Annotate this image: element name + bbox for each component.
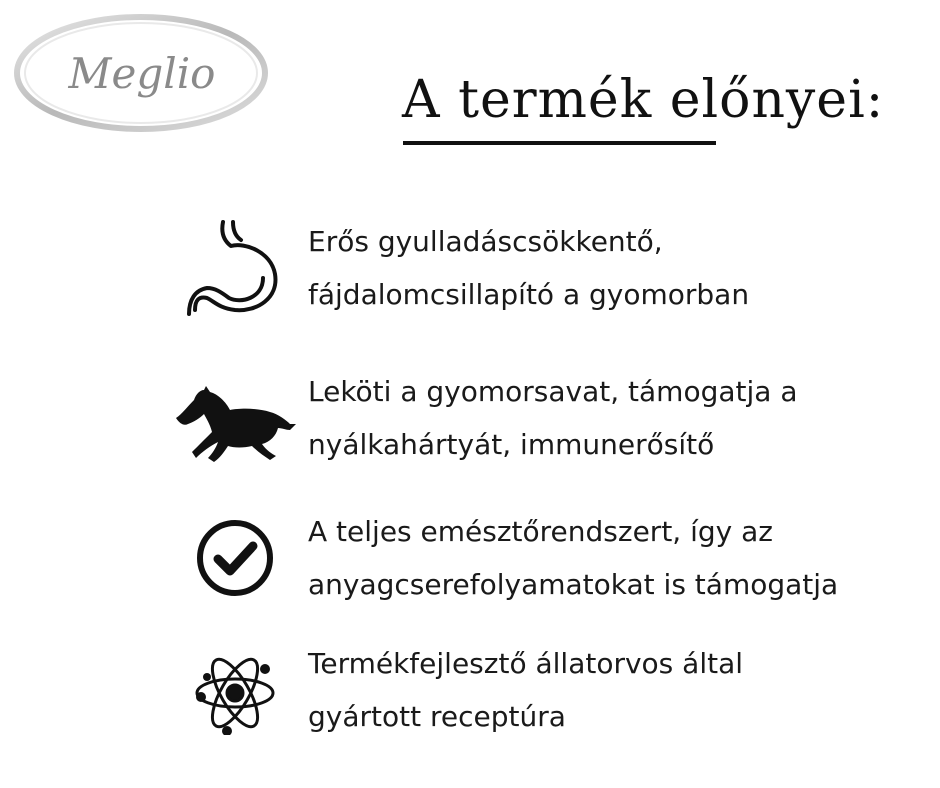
feature-line-2: nyálkahártyát, immunerősítő — [308, 428, 715, 461]
page-title: A termék előnyei: — [402, 70, 885, 130]
title-underline — [403, 141, 716, 145]
feature-line-1: Leköti a gyomorsavat, támogatja a — [308, 375, 798, 408]
feature-line-1: A teljes emésztőrendszert, így az — [308, 515, 773, 548]
feature-line-2: fájdalomcsillapító a gyomorban — [308, 278, 750, 311]
feature-line-1: Termékfejlesztő állatorvos által — [308, 647, 744, 680]
stomach-icon — [185, 218, 281, 322]
feature-line-1: Erős gyulladáscsökkentő, — [308, 225, 663, 258]
logo-text: Meglio — [68, 49, 216, 98]
brand-logo — [12, 12, 270, 134]
feature-line-2: gyártott receptúra — [308, 700, 566, 733]
checkmark-circle-icon — [195, 518, 275, 602]
horse-icon — [174, 384, 298, 470]
atom-icon — [193, 651, 277, 739]
feature-line-2: anyagcserefolyamatokat is támogatja — [308, 568, 839, 601]
